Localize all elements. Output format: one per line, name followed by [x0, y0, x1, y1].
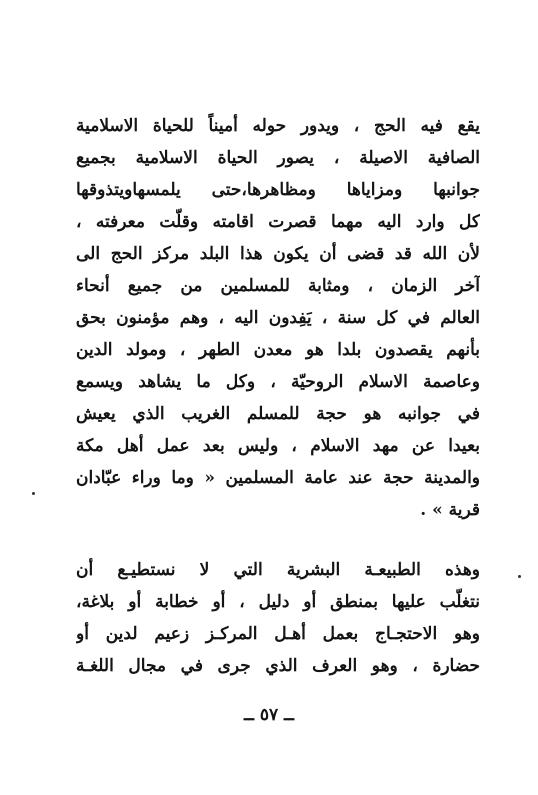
print-speck — [32, 492, 35, 495]
text-line: جوانبها ومزاياها ومظاهرها،حتى يلمسهاويتذوقها — [76, 180, 480, 200]
text-line: وعاصمة الاسلام الروحيّة ، وكل ما يشاهد ويسمع — [76, 372, 480, 392]
text-line: بعيدا عن مهد الاسلام ، وليس بعد عمل أهل مكة — [76, 436, 480, 456]
text-line: لأن الله قد قضى أن يكون هذا البلد مركز الحج الى — [76, 244, 480, 264]
text-line: نتغلّب عليها بمنطق أو دليل ، أو خطابة أو بلاغة، — [76, 592, 480, 612]
paragraph-2 — [76, 554, 480, 682]
text-line: آخر الزمان ، ومثابة للمسلمين من جميع أنحاء — [76, 276, 480, 296]
text-line: والمدينة حجة عند عامة المسلمين « وما وراء عبّادان — [76, 468, 480, 488]
text-line: يقع فيه الحج ، ويدور حوله أميناً للحياة الاسلامية — [76, 116, 480, 136]
text-line: وهذه الطبيعـة البشرية التي لا نستطيـع أن — [76, 560, 480, 580]
text-line: في جوانبه هو حجة للمسلم الغريب الذي يعيش — [76, 404, 480, 424]
page-number: ــ ٥٧ ــ — [243, 705, 295, 725]
text-line: العالم في كل سنة ، يَفِدون اليه ، وهم مؤمنون بحق — [76, 308, 480, 328]
paragraph-1 — [76, 110, 480, 526]
text-line: كل وارد اليه مهما قصرت اقامته وقلّت معرفته ، — [76, 212, 480, 232]
text-line: بأنهم يقصدون بلدا هو معدن الطهر ، ومولد الدين — [76, 340, 480, 360]
text-line: وهو الاحتجـاج بعمل أهـل المركـز زعيم لدين أو — [76, 624, 480, 644]
text-line: الصافية الاصيلة ، يصور الحياة الاسلامية بجميع — [76, 148, 480, 168]
text-line: حضارة ، وهو العرف الذي جرى في مجال اللغـة — [76, 656, 480, 676]
text-line: قرية » . — [420, 500, 480, 520]
print-speck — [518, 575, 521, 578]
